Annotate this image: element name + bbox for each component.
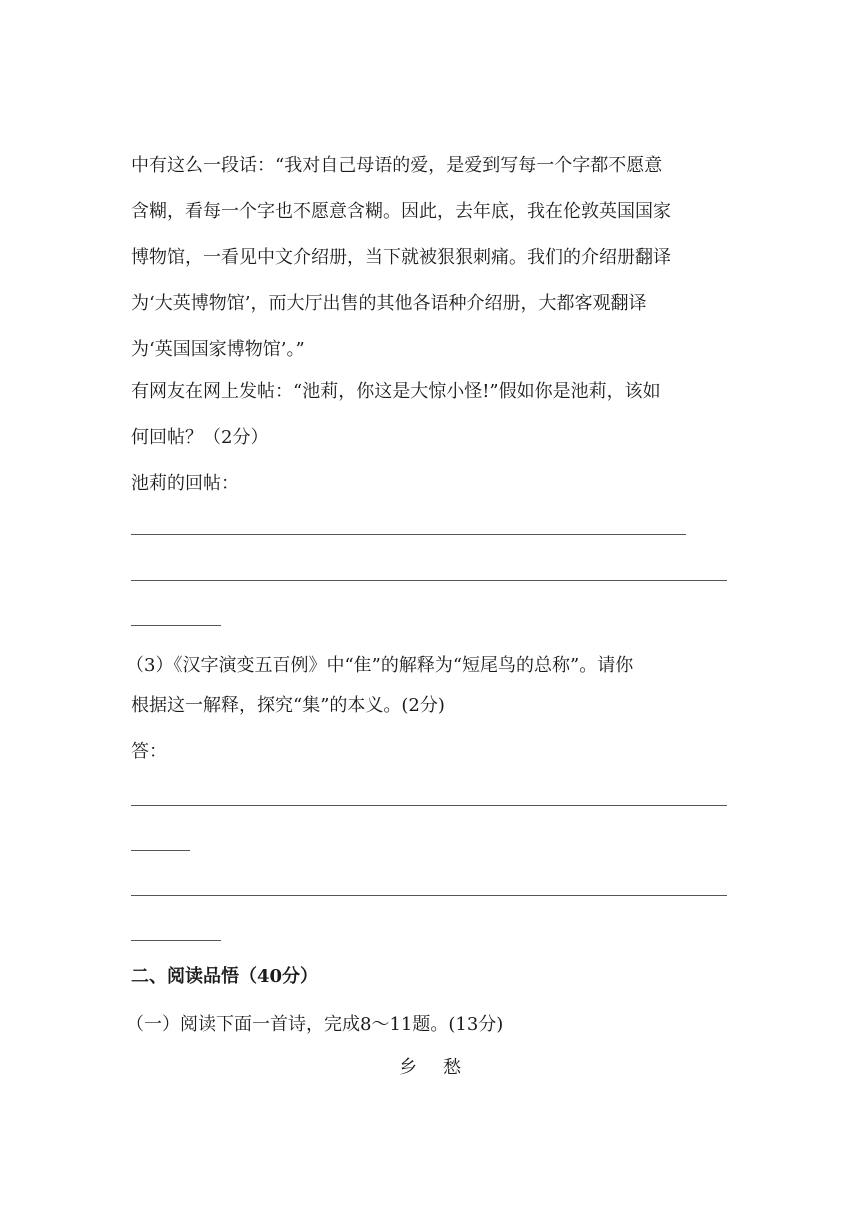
answer-label-chili: 池莉的回帖： [131, 473, 239, 494]
paragraph-line: 为‘大英博物馆’，而大厅出售的其他各语种介绍册，大都客观翻译 [131, 293, 647, 314]
answer-label: 答： [131, 741, 167, 762]
answer-blank-line[interactable] [131, 895, 727, 896]
question-2-text: 何回帖？（2分） [131, 427, 269, 448]
answer-blank-line[interactable] [131, 625, 221, 626]
question-3-text: （3）《汉字演变五百例》中“隹”的解释为“短尾鸟的总称”。请你 [126, 655, 634, 676]
question-3-text: 根据这一解释，探究“集”的本义。(2分) [131, 695, 445, 716]
answer-blank-line[interactable] [131, 580, 727, 581]
paragraph-line: 为‘英国国家博物馆’。” [131, 339, 305, 360]
poem-title: 乡愁 [399, 1057, 487, 1078]
answer-blank-line[interactable] [131, 805, 727, 806]
question-2-text: 有网友在网上发帖：“池莉，你这是大惊小怪!”假如你是池莉，该如 [131, 381, 661, 402]
paragraph-line: 中有这么一段话：“我对自己母语的爱，是爱到写每一个字都不愿意 [131, 155, 663, 176]
subsection-instruction: （一）阅读下面一首诗，完成8～11题。(13分) [126, 1014, 504, 1035]
paragraph-line: 含糊，看每一个字也不愿意含糊。因此，去年底，我在伦敦英国国家 [131, 201, 671, 222]
paragraph-line: 博物馆，一看见中文介绍册，当下就被狠狠刺痛。我们的介绍册翻译 [131, 247, 671, 268]
answer-blank-line[interactable] [131, 850, 190, 851]
answer-blank-line[interactable] [131, 534, 686, 535]
answer-blank-line[interactable] [131, 940, 221, 941]
section-heading: 二、阅读品悟（40分） [131, 966, 319, 987]
